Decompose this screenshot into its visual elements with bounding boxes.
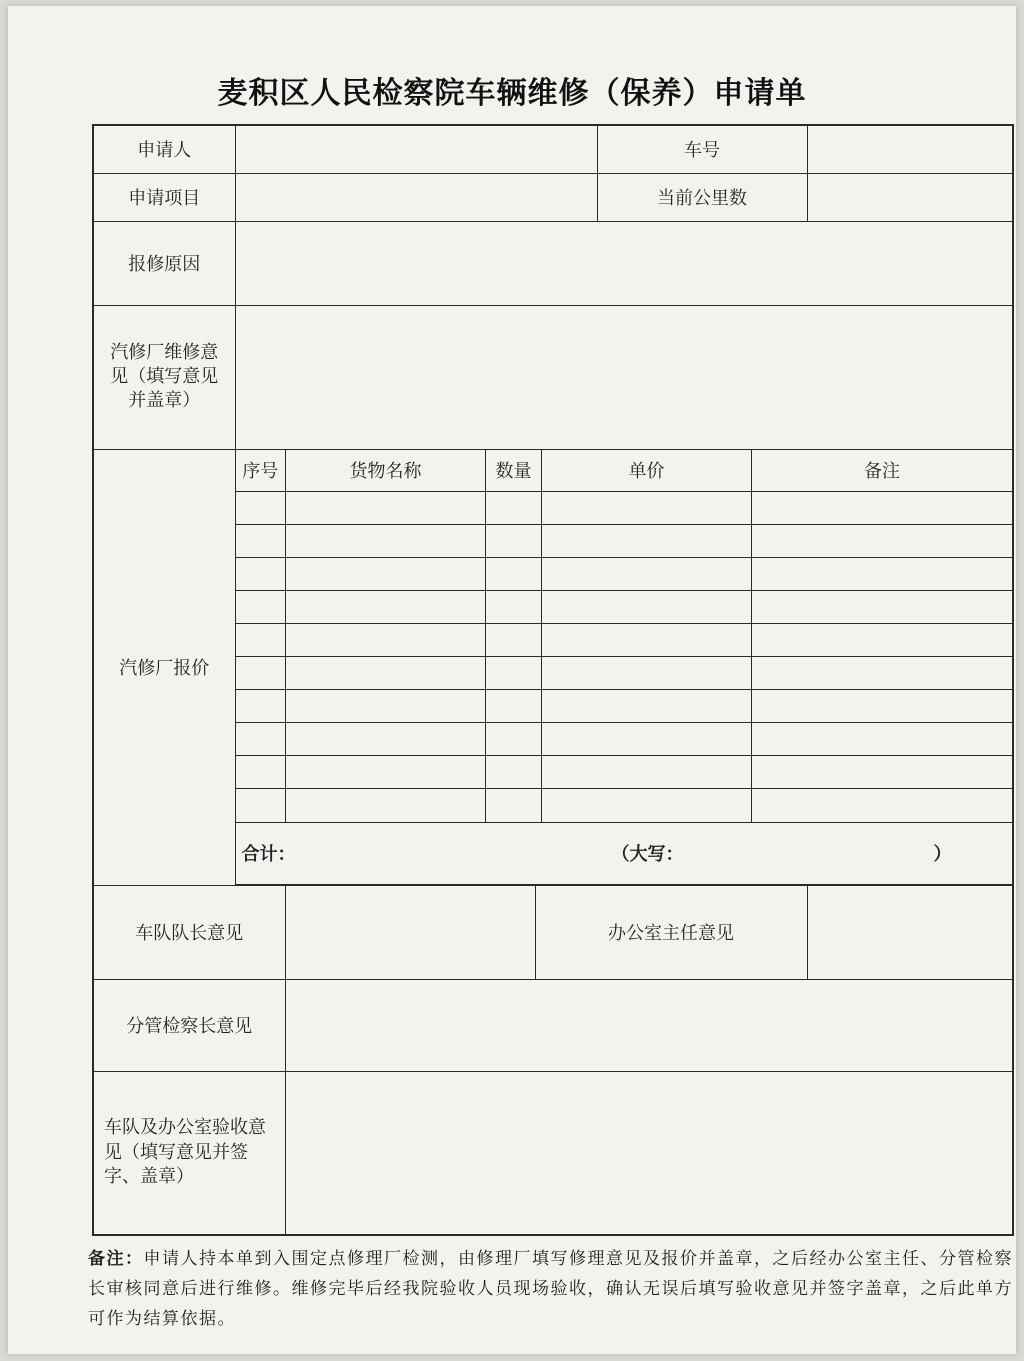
footnote	[88, 1244, 1018, 1334]
note-text: 申请人持本单到入围定点修理厂检测，由修理厂填写修理意见及报价并盖章，之后经办公室主任、分管检察长审核同意后进行维修。维修完毕后经我院验收人员现场验收，确认无误后填写验收意见并签字盖章，之后此单方可作为结算依据。	[88, 1249, 1013, 1329]
cell-quantity[interactable]	[486, 756, 542, 789]
plate-field[interactable]	[807, 125, 1013, 173]
total-cell[interactable]	[236, 822, 1013, 884]
form-paper	[8, 6, 1016, 1354]
cell-unit-price[interactable]	[542, 492, 752, 525]
cell-goods-name[interactable]	[286, 756, 486, 789]
project-field[interactable]	[235, 173, 597, 221]
cell-remark[interactable]	[752, 591, 1013, 624]
cell-quantity[interactable]	[486, 624, 542, 657]
application-form	[92, 124, 1014, 1236]
header-remark: 备注	[752, 450, 1013, 492]
acceptance-label: 车队及办公室验收意见（填写意见并签字、盖章）	[93, 1071, 285, 1235]
quote-header-row	[236, 450, 1013, 492]
cell-quantity[interactable]	[486, 690, 542, 723]
cell-remark[interactable]	[752, 657, 1013, 690]
quote-row[interactable]	[236, 657, 1013, 690]
quote-label: 汽修厂报价	[93, 449, 235, 885]
quote-row[interactable]	[236, 492, 1013, 525]
cell-remark[interactable]	[752, 525, 1013, 558]
cell-index[interactable]	[236, 525, 286, 558]
cell-unit-price[interactable]	[542, 558, 752, 591]
cell-remark[interactable]	[752, 723, 1013, 756]
quote-section	[235, 449, 1013, 885]
project-label: 申请项目	[93, 173, 235, 221]
quote-row[interactable]	[236, 558, 1013, 591]
header-index: 序号	[236, 450, 286, 492]
cell-unit-price[interactable]	[542, 591, 752, 624]
office-director-field[interactable]	[807, 885, 1013, 979]
plate-label: 车号	[597, 125, 807, 173]
cell-unit-price[interactable]	[542, 789, 752, 822]
cell-goods-name[interactable]	[286, 492, 486, 525]
reason-field[interactable]	[235, 221, 1013, 305]
applicant-field[interactable]	[235, 125, 597, 173]
quote-total-row	[236, 822, 1013, 884]
cell-quantity[interactable]	[486, 525, 542, 558]
daxie-label: （大写：	[611, 844, 684, 865]
cell-remark[interactable]	[752, 789, 1013, 822]
cell-goods-name[interactable]	[286, 723, 486, 756]
cell-goods-name[interactable]	[286, 624, 486, 657]
mileage-field[interactable]	[807, 173, 1013, 221]
quote-row[interactable]	[236, 723, 1013, 756]
cell-quantity[interactable]	[486, 492, 542, 525]
note-label: 备注：	[88, 1249, 144, 1269]
cell-index[interactable]	[236, 591, 286, 624]
applicant-label: 申请人	[93, 125, 235, 173]
cell-goods-name[interactable]	[286, 558, 486, 591]
deputy-field[interactable]	[285, 979, 1013, 1071]
cell-unit-price[interactable]	[542, 525, 752, 558]
cell-unit-price[interactable]	[542, 657, 752, 690]
cell-goods-name[interactable]	[286, 591, 486, 624]
cell-index[interactable]	[236, 690, 286, 723]
quote-row[interactable]	[236, 789, 1013, 822]
fleet-captain-field[interactable]	[285, 885, 535, 979]
cell-index[interactable]	[236, 624, 286, 657]
cell-index[interactable]	[236, 558, 286, 591]
mileage-label: 当前公里数	[597, 173, 807, 221]
fleet-captain-label: 车队队长意见	[93, 885, 285, 979]
quote-row[interactable]	[236, 624, 1013, 657]
quote-row[interactable]	[236, 525, 1013, 558]
cell-remark[interactable]	[752, 558, 1013, 591]
cell-remark[interactable]	[752, 624, 1013, 657]
cell-remark[interactable]	[752, 690, 1013, 723]
cell-index[interactable]	[236, 723, 286, 756]
cell-index[interactable]	[236, 657, 286, 690]
quote-row[interactable]	[236, 690, 1013, 723]
cell-remark[interactable]	[752, 492, 1013, 525]
office-director-label: 办公室主任意见	[535, 885, 807, 979]
cell-goods-name[interactable]	[286, 789, 486, 822]
header-goods-name: 货物名称	[286, 450, 486, 492]
cell-goods-name[interactable]	[286, 525, 486, 558]
cell-goods-name[interactable]	[286, 657, 486, 690]
daxie-close: ）	[933, 844, 952, 865]
quote-row[interactable]	[236, 591, 1013, 624]
cell-unit-price[interactable]	[542, 723, 752, 756]
total-label: 合计：	[241, 844, 296, 865]
acceptance-field[interactable]	[285, 1071, 1013, 1235]
cell-unit-price[interactable]	[542, 624, 752, 657]
cell-quantity[interactable]	[486, 558, 542, 591]
quote-row[interactable]	[236, 756, 1013, 789]
page-title: 麦积区人民检察院车辆维修（保养）申请单	[217, 76, 807, 111]
cell-index[interactable]	[236, 756, 286, 789]
cell-unit-price[interactable]	[542, 756, 752, 789]
cell-goods-name[interactable]	[286, 690, 486, 723]
cell-quantity[interactable]	[486, 789, 542, 822]
quote-table	[236, 450, 1013, 885]
factory-opinion-field[interactable]	[235, 305, 1013, 449]
cell-quantity[interactable]	[486, 591, 542, 624]
reason-label: 报修原因	[93, 221, 235, 305]
cell-unit-price[interactable]	[542, 690, 752, 723]
deputy-label: 分管检察长意见	[93, 979, 285, 1071]
cell-quantity[interactable]	[486, 723, 542, 756]
header-unit-price: 单价	[542, 450, 752, 492]
cell-remark[interactable]	[752, 756, 1013, 789]
cell-index[interactable]	[236, 492, 286, 525]
header-quantity: 数量	[486, 450, 542, 492]
cell-index[interactable]	[236, 789, 286, 822]
factory-opinion-label: 汽修厂维修意见（填写意见并盖章）	[93, 305, 235, 449]
cell-quantity[interactable]	[486, 657, 542, 690]
